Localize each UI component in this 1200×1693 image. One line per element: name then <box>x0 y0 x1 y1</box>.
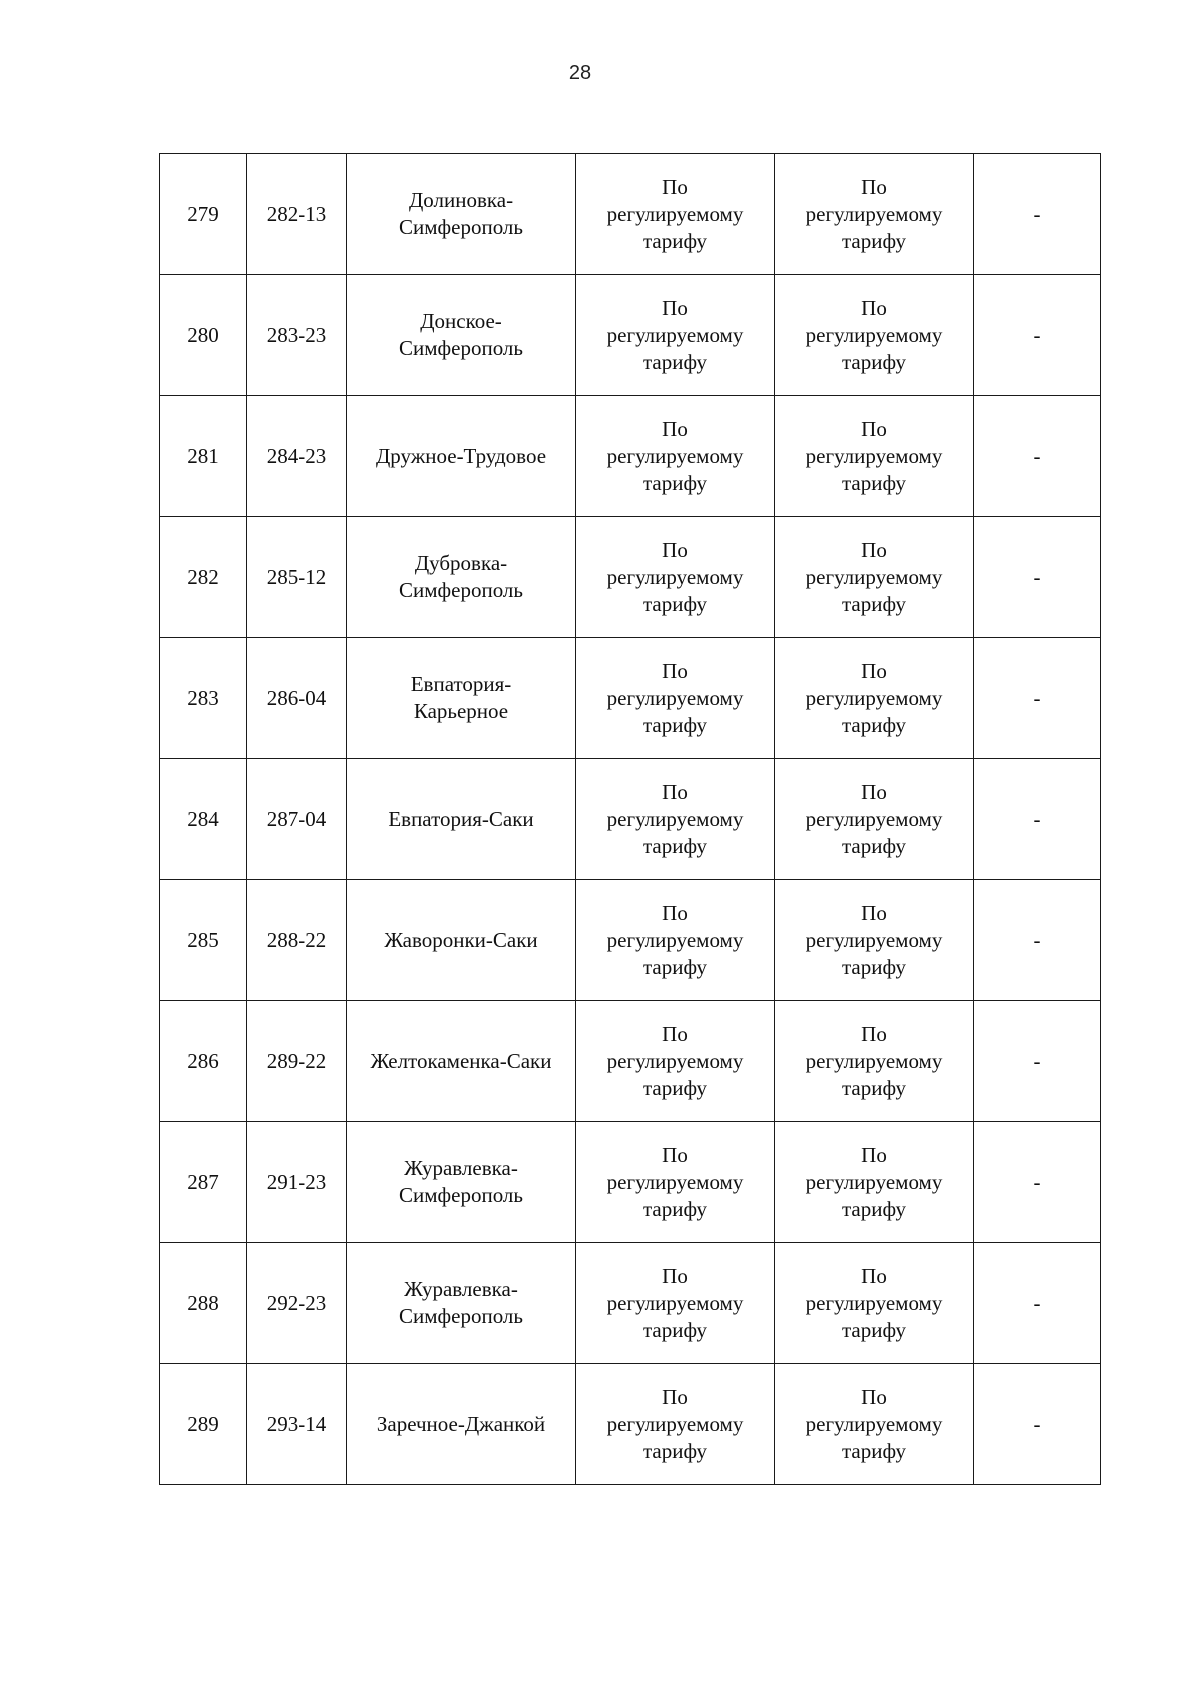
route-code-cell: 284-23 <box>247 396 347 517</box>
tariff-a-cell <box>576 759 775 880</box>
row-number-cell: 283 <box>160 638 247 759</box>
extra-cell: - <box>974 1364 1101 1485</box>
tariff-b-cell <box>775 1364 974 1485</box>
tariff-a-cell <box>576 638 775 759</box>
route-name-cell-line: Симферополь <box>399 336 523 360</box>
table-row <box>160 517 1101 638</box>
route-name-cell <box>347 154 576 275</box>
route-code-cell: 289-22 <box>247 1001 347 1122</box>
extra-cell: - <box>974 759 1101 880</box>
extra-cell: - <box>974 1243 1101 1364</box>
tariff-a-cell-line: регулируемому <box>606 1048 744 1073</box>
tariff-a-cell-line: тарифу <box>642 470 708 495</box>
extra-cell: - <box>974 396 1101 517</box>
tariff-a-cell-line: По <box>662 537 688 562</box>
tariff-b-cell-line: По <box>861 900 887 925</box>
table-row <box>160 275 1101 396</box>
tariff-a-cell-line: регулируемому <box>606 685 744 710</box>
tariff-b-cell-line: тарифу <box>841 1317 907 1342</box>
tariff-b-cell-line: тарифу <box>841 712 907 737</box>
tariff-a-cell-line: тарифу <box>642 712 708 737</box>
extra-cell: - <box>974 275 1101 396</box>
tariff-a-cell-line: тарифу <box>642 954 708 979</box>
tariff-a-cell-line: регулируемому <box>606 1169 744 1194</box>
table-row <box>160 396 1101 517</box>
route-name-cell <box>347 638 576 759</box>
tariff-b-cell-line: регулируемому <box>805 685 943 710</box>
tariff-b-cell-line: По <box>861 1263 887 1288</box>
tariff-a-cell-line: По <box>662 658 688 683</box>
route-name-cell-line: Заречное-Джанкой <box>376 1411 546 1436</box>
route-code-cell: 287-04 <box>247 759 347 880</box>
route-name-cell <box>347 275 576 396</box>
row-number-cell: 284 <box>160 759 247 880</box>
tariff-a-cell <box>576 1243 775 1364</box>
route-name-cell-line: Дубровка- <box>414 551 508 575</box>
tariff-b-cell-line: тарифу <box>841 954 907 979</box>
route-code-cell: 293-14 <box>247 1364 347 1485</box>
tariff-b-cell-line: тарифу <box>841 1196 907 1221</box>
row-number-cell: 281 <box>160 396 247 517</box>
tariff-b-cell-line: По <box>861 1142 887 1167</box>
tariff-a-cell-line: По <box>662 1142 688 1167</box>
tariff-a-cell-line: тарифу <box>642 1196 708 1221</box>
tariff-a-cell <box>576 154 775 275</box>
tariff-a-cell-line: тарифу <box>642 228 708 253</box>
tariff-b-cell-line: регулируемому <box>805 1169 943 1194</box>
route-code-cell: 283-23 <box>247 275 347 396</box>
tariff-b-cell <box>775 638 974 759</box>
tariff-b-cell <box>775 880 974 1001</box>
tariff-b-cell-line: регулируемому <box>805 564 943 589</box>
route-name-cell-line: Симферополь <box>399 1304 523 1328</box>
tariff-a-cell-line: По <box>662 1021 688 1046</box>
tariff-b-cell-line: По <box>861 416 887 441</box>
route-name-cell-line: Жаворонки-Саки <box>384 927 538 952</box>
tariff-b-cell-line: регулируемому <box>805 1048 943 1073</box>
route-name-cell-line: Симферополь <box>399 1183 523 1207</box>
extra-cell: - <box>974 517 1101 638</box>
tariff-b-cell-line: регулируемому <box>805 1411 943 1436</box>
tariff-b-cell-line: По <box>861 1384 887 1409</box>
tariff-b-cell-line: тарифу <box>841 591 907 616</box>
tariff-b-cell <box>775 1122 974 1243</box>
extra-cell: - <box>974 154 1101 275</box>
route-name-cell-line: Донское- <box>420 309 502 333</box>
route-name-cell <box>347 1243 576 1364</box>
tariff-b-cell-line: регулируемому <box>805 806 943 831</box>
row-number-cell: 288 <box>160 1243 247 1364</box>
table-row <box>160 1001 1101 1122</box>
tariff-a-cell-line: По <box>662 779 688 804</box>
extra-cell: - <box>974 1122 1101 1243</box>
route-name-cell <box>347 1122 576 1243</box>
route-name-cell-line: Долиновка- <box>408 188 514 212</box>
tariff-a-cell <box>576 517 775 638</box>
tariff-b-cell <box>775 1001 974 1122</box>
routes-table-body <box>160 154 1101 1485</box>
row-number-cell: 285 <box>160 880 247 1001</box>
tariff-a-cell-line: тарифу <box>642 1075 708 1100</box>
tariff-a-cell-line: По <box>662 1384 688 1409</box>
tariff-b-cell-line: тарифу <box>841 833 907 858</box>
route-name-cell-line: Журавлевка- <box>404 1156 518 1180</box>
row-number-cell: 280 <box>160 275 247 396</box>
tariff-a-cell <box>576 1364 775 1485</box>
tariff-a-cell-line: тарифу <box>642 1317 708 1342</box>
table-row <box>160 759 1101 880</box>
route-name-cell <box>347 759 576 880</box>
tariff-a-cell-line: регулируемому <box>606 1411 744 1436</box>
route-code-cell: 286-04 <box>247 638 347 759</box>
tariff-b-cell-line: По <box>861 174 887 199</box>
extra-cell: - <box>974 880 1101 1001</box>
tariff-a-cell-line: регулируемому <box>606 806 744 831</box>
table-row <box>160 1122 1101 1243</box>
tariff-b-cell-line: тарифу <box>841 470 907 495</box>
row-number-cell: 289 <box>160 1364 247 1485</box>
tariff-a-cell-line: регулируемому <box>606 1290 744 1315</box>
tariff-a-cell-line: По <box>662 416 688 441</box>
tariff-a-cell-line: регулируемому <box>606 322 744 347</box>
tariff-a-cell-line: тарифу <box>642 591 708 616</box>
extra-cell: - <box>974 638 1101 759</box>
page-number: 28 <box>568 62 592 84</box>
tariff-b-cell-line: регулируемому <box>805 322 943 347</box>
route-name-cell-line: Симферополь <box>399 215 523 239</box>
route-name-cell-line: Евпатория- <box>410 672 512 696</box>
route-name-cell <box>347 1364 576 1485</box>
tariff-a-cell-line: По <box>662 1263 688 1288</box>
tariff-a-cell-line: регулируемому <box>606 564 744 589</box>
tariff-b-cell-line: По <box>861 658 887 683</box>
route-name-cell <box>347 396 576 517</box>
tariff-a-cell-line: регулируемому <box>606 927 744 952</box>
route-name-cell-line: Желтокаменка-Саки <box>370 1048 552 1073</box>
row-number-cell: 282 <box>160 517 247 638</box>
tariff-a-cell <box>576 1001 775 1122</box>
tariff-a-cell-line: По <box>662 295 688 320</box>
row-number-cell: 286 <box>160 1001 247 1122</box>
route-code-cell: 288-22 <box>247 880 347 1001</box>
route-name-cell-line: Карьерное <box>413 699 509 723</box>
tariff-b-cell-line: регулируемому <box>805 443 943 468</box>
route-name-cell-line: Дружное-Трудовое <box>375 443 547 468</box>
route-code-cell: 291-23 <box>247 1122 347 1243</box>
tariff-b-cell-line: регулируемому <box>805 1290 943 1315</box>
route-name-cell-line: Евпатория-Саки <box>388 806 534 831</box>
row-number-cell: 287 <box>160 1122 247 1243</box>
tariff-b-cell <box>775 396 974 517</box>
tariff-b-cell-line: регулируемому <box>805 927 943 952</box>
tariff-b-cell <box>775 517 974 638</box>
tariff-b-cell-line: тарифу <box>841 228 907 253</box>
route-name-cell <box>347 1001 576 1122</box>
route-name-cell <box>347 517 576 638</box>
route-code-cell: 282-13 <box>247 154 347 275</box>
table-row <box>160 1243 1101 1364</box>
tariff-b-cell <box>775 759 974 880</box>
tariff-a-cell-line: тарифу <box>642 833 708 858</box>
tariff-b-cell-line: По <box>861 779 887 804</box>
route-name-cell-line: Симферополь <box>399 578 523 602</box>
route-code-cell: 285-12 <box>247 517 347 638</box>
tariff-b-cell-line: По <box>861 295 887 320</box>
tariff-a-cell-line: регулируемому <box>606 201 744 226</box>
tariff-b-cell-line: По <box>861 1021 887 1046</box>
tariff-b-cell-line: тарифу <box>841 1075 907 1100</box>
route-name-cell-line: Журавлевка- <box>404 1277 518 1301</box>
tariff-b-cell-line: тарифу <box>841 1438 907 1463</box>
extra-cell: - <box>974 1001 1101 1122</box>
table-row <box>160 1364 1101 1485</box>
table-row <box>160 154 1101 275</box>
tariff-b-cell-line: тарифу <box>841 349 907 374</box>
tariff-a-cell <box>576 396 775 517</box>
tariff-b-cell <box>775 154 974 275</box>
tariff-b-cell <box>775 1243 974 1364</box>
tariff-a-cell <box>576 880 775 1001</box>
tariff-b-cell <box>775 275 974 396</box>
tariff-a-cell-line: По <box>662 174 688 199</box>
tariff-a-cell-line: По <box>662 900 688 925</box>
tariff-a-cell <box>576 275 775 396</box>
table-row <box>160 638 1101 759</box>
tariff-a-cell-line: тарифу <box>642 349 708 374</box>
route-name-cell <box>347 880 576 1001</box>
tariff-b-cell-line: По <box>861 537 887 562</box>
routes-table <box>159 153 1101 1485</box>
tariff-a-cell <box>576 1122 775 1243</box>
tariff-a-cell-line: регулируемому <box>606 443 744 468</box>
tariff-b-cell-line: регулируемому <box>805 201 943 226</box>
row-number-cell: 279 <box>160 154 247 275</box>
table-row <box>160 880 1101 1001</box>
tariff-a-cell-line: тарифу <box>642 1438 708 1463</box>
route-code-cell: 292-23 <box>247 1243 347 1364</box>
